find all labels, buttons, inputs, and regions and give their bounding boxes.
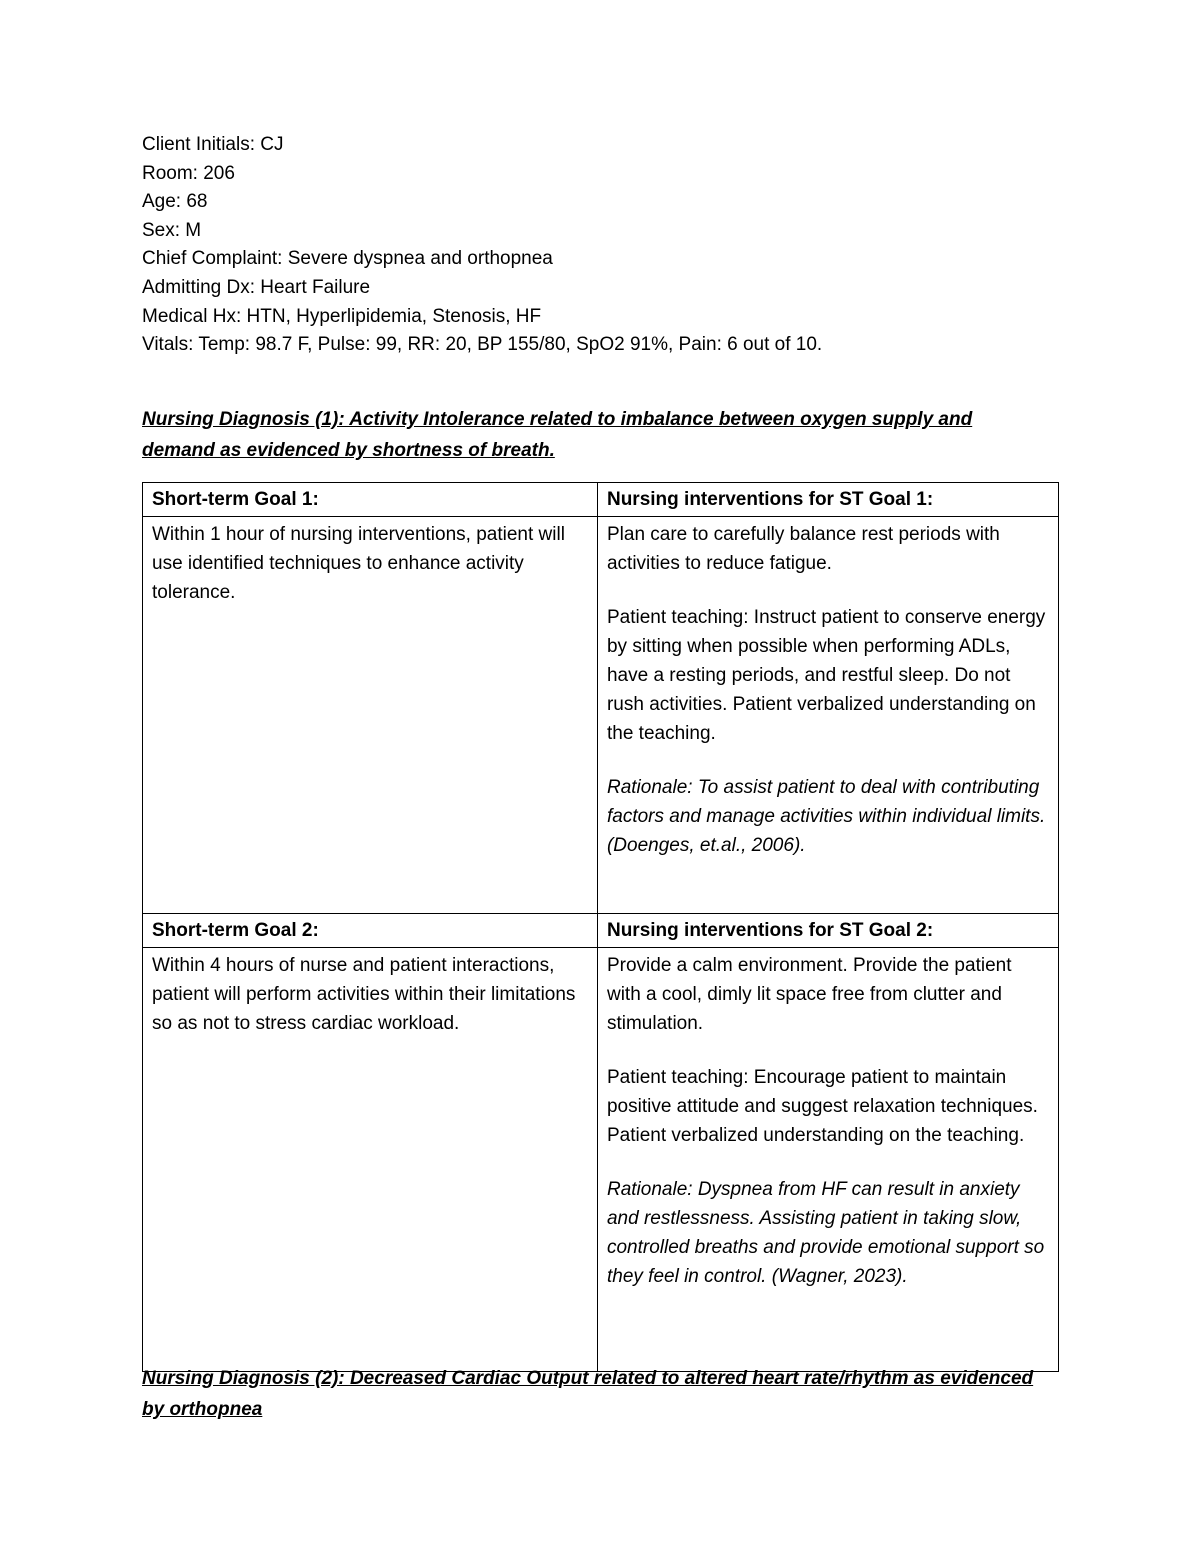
chief-complaint: Chief Complaint: Severe dyspnea and orthopnea <box>142 248 553 270</box>
rationale-2-text: Rationale: Dyspnea from HF can result in anxiety and restlessness. Assisting patient in taking slow, controlled breaths and provide emotional support so they feel in control. (Wagner, 2023). <box>606 1179 1045 1287</box>
care-plan-table <box>142 482 1059 1372</box>
table-row <box>143 517 1059 914</box>
medical-history: Medical Hx: HTN, Hyperlipidemia, Stenosis, HF <box>142 305 542 327</box>
goal-2-text: Within 4 hours of nurse and patient interactions, patient will perform activities within their limitations so as not to stress cardiac workload. <box>143 948 598 1372</box>
interventions-1-header: Nursing interventions for ST Goal 1: <box>597 483 1058 517</box>
table-row <box>143 483 1059 517</box>
vital-signs: Vitals: Temp: 98.7 F, Pulse: 99, RR: 20, BP 155/80, SpO2 91%, Pain: 6 out of 10. <box>142 334 823 356</box>
interventions-1-cell <box>597 517 1058 914</box>
goal-1-text: Within 1 hour of nursing interventions, patient will use identified techniques to enhance activity tolerance. <box>143 517 598 914</box>
nursing-diagnosis-1: Nursing Diagnosis (1): Activity Intolerance related to imbalance between oxygen supply and demand as evidenced by shortness of breath. <box>142 409 973 461</box>
table-row <box>143 948 1059 1372</box>
goal-2-header: Short-term Goal 2: <box>143 914 598 948</box>
client-age: Age: 68 <box>142 191 208 213</box>
client-sex: Sex: M <box>142 219 202 241</box>
teaching-1-text: Patient teaching: Instruct patient to conserve energy by sitting when possible when performing ADLs, have a resting periods, and restful sleep. Do not rush activities. Patient verbalized understanding on the teaching. <box>606 607 1046 744</box>
nursing-diagnosis-2: Nursing Diagnosis (2): Decreased Cardiac Output related to altered heart rate/rhythm as evidenced by orthopnea <box>142 1368 1034 1420</box>
goal-1-header: Short-term Goal 1: <box>143 483 598 517</box>
intervention-1-text: Plan care to carefully balance rest periods with activities to reduce fatigue. <box>606 524 1000 574</box>
rationale-1-text: Rationale: To assist patient to deal with contributing factors and manage activities within individual limits. (Doenges, et.al., 2006). <box>606 777 1046 856</box>
client-info-block <box>142 131 822 360</box>
admitting-diagnosis: Admitting Dx: Heart Failure <box>142 276 371 298</box>
room-number: Room: 206 <box>142 162 235 184</box>
client-initials: Client Initials: CJ <box>142 134 284 155</box>
teaching-2-text: Patient teaching: Encourage patient to maintain positive attitude and suggest relaxation techniques. Patient verbalized understanding on the teaching. <box>606 1067 1038 1146</box>
interventions-2-cell <box>597 948 1058 1372</box>
interventions-2-header: Nursing interventions for ST Goal 2: <box>597 914 1058 948</box>
intervention-2-text: Provide a calm environment. Provide the patient with a cool, dimly lit space free from clutter and stimulation. <box>606 955 1012 1034</box>
table-row <box>143 914 1059 948</box>
